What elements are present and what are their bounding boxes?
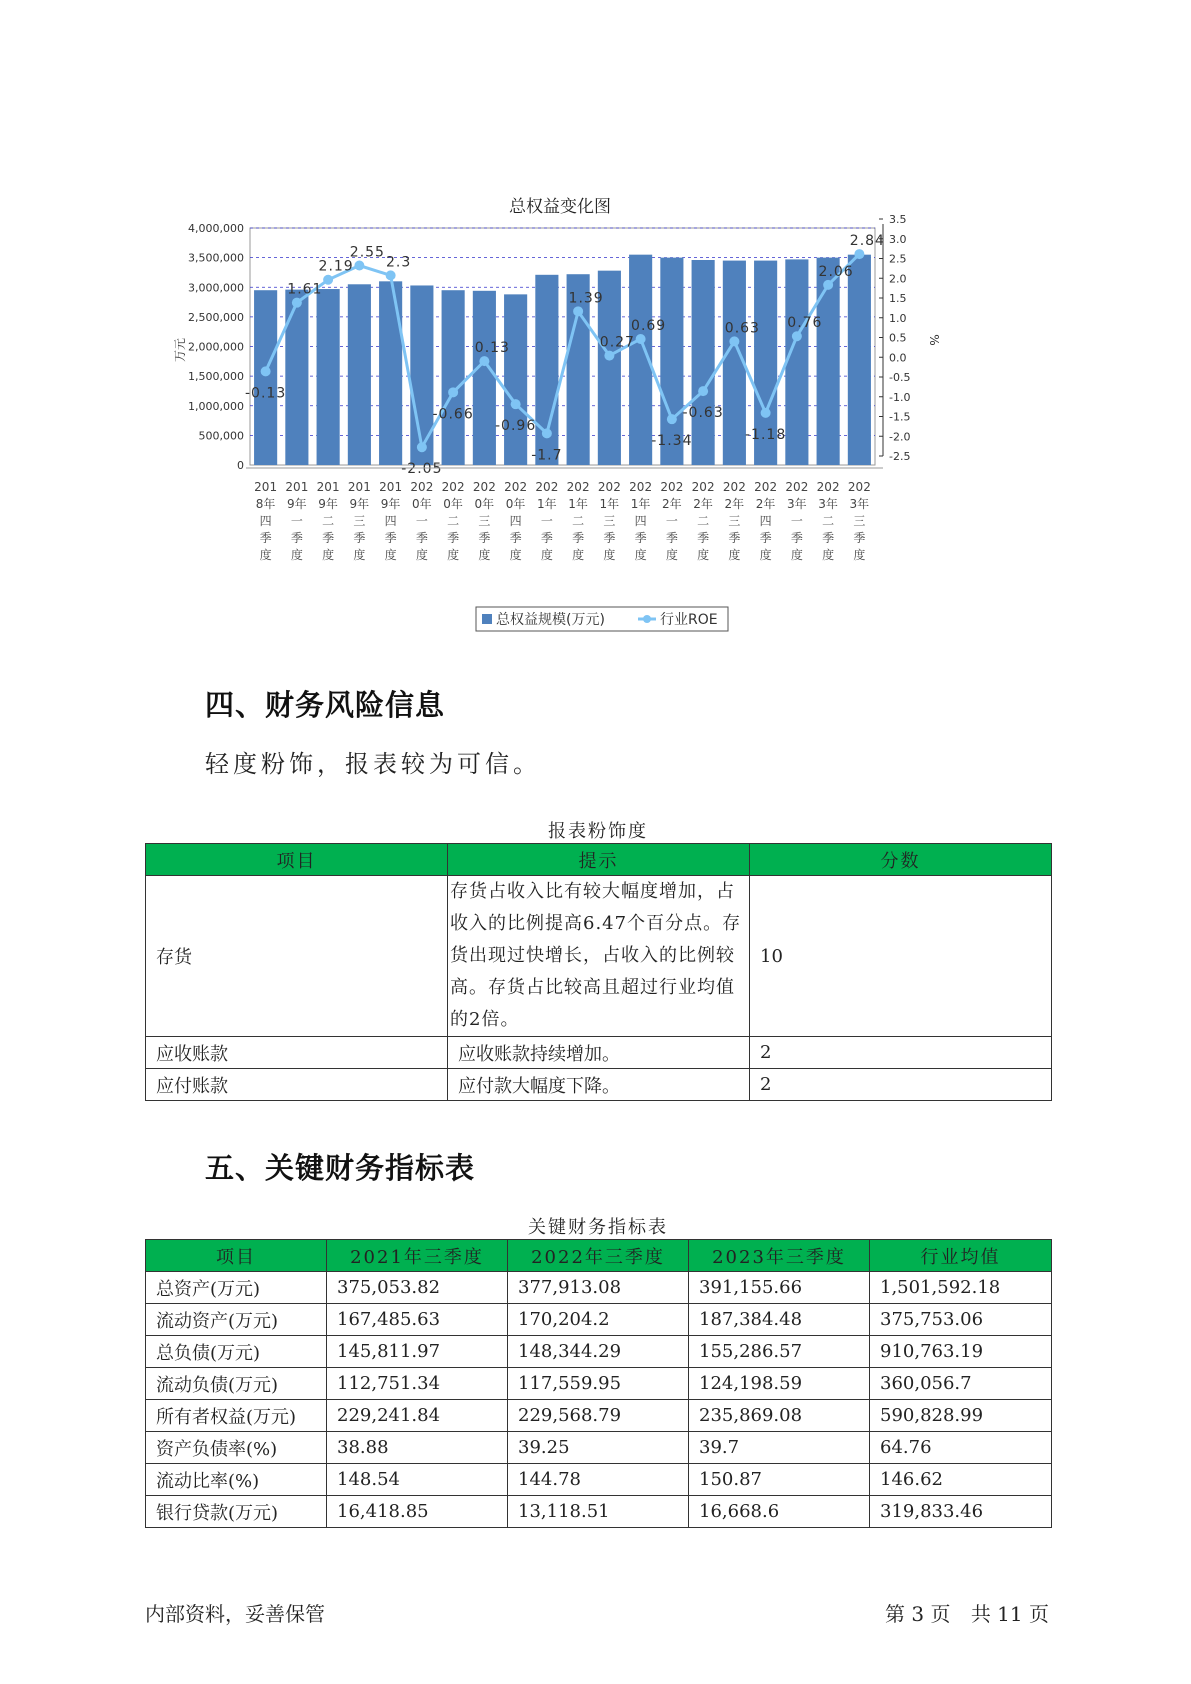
roe-point xyxy=(667,414,677,424)
page-label-prefix: 第 xyxy=(885,1602,905,1626)
equity-bar xyxy=(473,291,496,465)
right-tick-label: 1.0 xyxy=(889,311,907,325)
metric-value-cell: 187,384.48 xyxy=(689,1304,870,1336)
table-header-row xyxy=(146,1240,1052,1272)
table-row xyxy=(146,1368,1052,1400)
right-tick-label: -2.0 xyxy=(889,430,911,444)
right-tick-label: 1.5 xyxy=(889,292,907,305)
table-row xyxy=(146,1272,1052,1304)
risk-summary-text: 轻度粉饰，报表较为可信。 xyxy=(205,750,541,778)
roe-point xyxy=(417,442,427,452)
chart-title: 总权益变化图 xyxy=(509,197,611,217)
section-heading-key-indicators: 五、关键财务指标表 xyxy=(205,1151,476,1185)
legend-line-marker xyxy=(643,615,651,623)
table-row xyxy=(146,1432,1052,1464)
metric-value-cell: 145,811.97 xyxy=(327,1336,508,1368)
left-tick-label: 1,000,000 xyxy=(188,399,244,413)
metric-value-cell: 39.25 xyxy=(508,1432,689,1464)
roe-data-label: 0.76 xyxy=(787,315,823,332)
right-tick-label: -1.0 xyxy=(889,390,911,404)
right-tick-label: 3.5 xyxy=(889,213,907,226)
roe-data-label: -1.34 xyxy=(651,433,693,450)
x-tick-label: 202 0年二季度 xyxy=(441,480,465,562)
metric-name-cell: 所有者权益(万元) xyxy=(146,1400,327,1432)
table-caption-key-indicators: 关键财务指标表 xyxy=(528,1217,668,1238)
roe-data-label: 0.13 xyxy=(474,340,510,357)
equity-bar xyxy=(410,285,433,465)
equity-bar xyxy=(348,284,371,465)
equity-bar xyxy=(692,260,715,465)
metric-value-cell: 319,833.46 xyxy=(870,1496,1052,1528)
roe-point xyxy=(448,387,458,397)
roe-data-label: 2.19 xyxy=(318,258,354,275)
roe-data-label: -1.7 xyxy=(531,447,563,464)
metric-value-cell: 38.88 xyxy=(327,1432,508,1464)
header-cell: 2022年三季度 xyxy=(508,1240,689,1272)
x-tick-label: 202 0年一季度 xyxy=(410,480,434,562)
x-tick-label: 202 0年三季度 xyxy=(472,480,496,562)
equity-bar xyxy=(848,255,871,465)
right-tick-label: 0.0 xyxy=(889,351,907,365)
y-axis-left-label: 万元 xyxy=(173,337,187,363)
metric-value-cell: 590,828.99 xyxy=(870,1400,1052,1432)
metric-value-cell: 167,485.63 xyxy=(327,1304,508,1336)
score-cell: 10 xyxy=(750,876,1052,1037)
table-row xyxy=(146,1496,1052,1528)
x-tick-label: 202 3年二季度 xyxy=(816,480,840,562)
metric-name-cell: 总负债(万元) xyxy=(146,1336,327,1368)
legend-bar-swatch xyxy=(482,614,492,624)
metric-value-cell: 235,869.08 xyxy=(689,1400,870,1432)
roe-point xyxy=(354,261,364,271)
x-tick-label: 201 9年四季度 xyxy=(379,480,403,562)
legend-bar-label: 总权益规模(万元) xyxy=(496,612,605,628)
x-tick-label: 202 1年四季度 xyxy=(629,480,653,562)
metric-value-cell: 150.87 xyxy=(689,1464,870,1496)
equity-bar xyxy=(504,294,527,465)
roe-data-label: 1.61 xyxy=(287,281,323,298)
x-tick-label: 202 3年三季度 xyxy=(847,480,871,562)
item-cell: 存货 xyxy=(146,876,448,1037)
metric-value-cell: 360,056.7 xyxy=(870,1368,1052,1400)
roe-point xyxy=(698,386,708,396)
x-tick-label: 201 8年四季度 xyxy=(254,480,278,562)
equity-bar xyxy=(442,290,465,465)
roe-data-label: 1.39 xyxy=(568,290,604,307)
left-tick-label: 0 xyxy=(237,459,244,472)
roe-point xyxy=(511,399,521,409)
roe-point xyxy=(854,249,864,259)
item-cell: 应付账款 xyxy=(146,1069,448,1101)
x-tick-label: 202 1年三季度 xyxy=(597,480,621,562)
roe-point xyxy=(386,270,396,280)
hint-cell: 应付款大幅度下降。 xyxy=(448,1069,750,1101)
left-tick-label: 2,000,000 xyxy=(188,340,244,354)
metric-value-cell: 146.62 xyxy=(870,1464,1052,1496)
x-tick-label: 202 2年一季度 xyxy=(660,480,684,562)
header-cell: 项目 xyxy=(146,1240,327,1272)
hint-cell: 存货占收入比有较大幅度增加，占收入的比例提高6.47个百分点。存货出现过快增长，占收入的比例较高。存货占比较高且超过行业均值的2倍。 xyxy=(448,876,750,1037)
roe-data-label: -1.18 xyxy=(745,426,787,443)
header-cell: 分数 xyxy=(750,844,1052,876)
metric-value-cell: 375,753.06 xyxy=(870,1304,1052,1336)
metric-value-cell: 144.78 xyxy=(508,1464,689,1496)
page-total: 11 xyxy=(997,1602,1023,1626)
header-cell: 提示 xyxy=(448,844,750,876)
y-axis-right-label: % xyxy=(927,334,941,346)
roe-point xyxy=(636,334,646,344)
roe-data-label: -2.05 xyxy=(401,461,443,478)
x-axis-labels xyxy=(246,468,883,562)
roe-data-label: 0.27 xyxy=(599,334,635,351)
equity-bar xyxy=(317,289,340,465)
roe-point xyxy=(479,356,489,366)
page-label-mid: 页 xyxy=(930,1602,951,1626)
roe-data-label: -0.66 xyxy=(432,406,474,423)
roe-data-label: -0.63 xyxy=(682,405,724,422)
hint-cell: 应收账款持续增加。 xyxy=(448,1037,750,1069)
left-tick-label: 3,000,000 xyxy=(188,281,244,295)
right-tick-label: -0.5 xyxy=(889,371,911,384)
metric-value-cell: 170,204.2 xyxy=(508,1304,689,1336)
metric-value-cell: 148,344.29 xyxy=(508,1336,689,1368)
left-tick-label: 3,500,000 xyxy=(188,251,244,265)
header-cell: 行业均值 xyxy=(870,1240,1052,1272)
item-cell: 应收账款 xyxy=(146,1037,448,1069)
metric-value-cell: 112,751.34 xyxy=(327,1368,508,1400)
roe-data-label: 0.63 xyxy=(724,320,760,337)
section-heading-financial-risk: 四、财务风险信息 xyxy=(205,688,446,722)
right-tick-label: -2.5 xyxy=(889,450,911,463)
left-tick-label: 4,000,000 xyxy=(188,222,244,235)
total-equity-chart xyxy=(173,190,941,650)
metric-name-cell: 流动资产(万元) xyxy=(146,1304,327,1336)
table-header-row xyxy=(146,844,1052,876)
roe-data-label: -0.13 xyxy=(245,385,287,402)
score-cell: 2 xyxy=(750,1037,1052,1069)
x-tick-label: 202 2年三季度 xyxy=(722,480,746,562)
metric-value-cell: 124,198.59 xyxy=(689,1368,870,1400)
metric-name-cell: 资产负债率(%) xyxy=(146,1432,327,1464)
roe-point xyxy=(823,280,833,290)
footer-confidential-note: 内部资料，妥善保管 xyxy=(145,1602,325,1626)
left-tick-label: 500,000 xyxy=(198,429,244,443)
roe-point xyxy=(604,351,614,361)
key-financial-indicators-table xyxy=(145,1239,1052,1528)
right-tick-label: 0.5 xyxy=(889,331,907,345)
left-tick-label: 1,500,000 xyxy=(188,370,244,384)
right-axis-ticks xyxy=(879,213,910,463)
left-axis-ticks xyxy=(188,222,244,472)
metric-name-cell: 总资产(万元) xyxy=(146,1272,327,1304)
metric-value-cell: 391,155.66 xyxy=(689,1272,870,1304)
roe-point xyxy=(261,366,271,376)
right-tick-label: 2.0 xyxy=(889,272,907,286)
table-row xyxy=(146,1464,1052,1496)
x-tick-label: 202 2年二季度 xyxy=(691,480,715,562)
roe-point xyxy=(542,428,552,438)
roe-point xyxy=(729,336,739,346)
right-tick-label: 3.0 xyxy=(889,232,907,246)
x-tick-label: 202 0年四季度 xyxy=(504,480,528,562)
table-row xyxy=(146,1304,1052,1336)
table-row xyxy=(146,1400,1052,1432)
roe-data-label: 2.55 xyxy=(349,244,385,261)
roe-point xyxy=(792,331,802,341)
roe-point xyxy=(761,408,771,418)
equity-bar xyxy=(785,259,808,465)
roe-point xyxy=(573,306,583,316)
x-tick-label: 202 2年四季度 xyxy=(754,480,778,562)
metric-value-cell: 16,418.85 xyxy=(327,1496,508,1528)
roe-data-label: 2.3 xyxy=(385,254,412,271)
table-row xyxy=(146,1336,1052,1368)
x-tick-label: 201 9年三季度 xyxy=(347,480,371,562)
roe-data-label: 2.84 xyxy=(849,233,885,250)
metric-name-cell: 流动负债(万元) xyxy=(146,1368,327,1400)
metric-value-cell: 64.76 xyxy=(870,1432,1052,1464)
table-row xyxy=(146,876,1052,1037)
chart-legend xyxy=(476,607,728,631)
right-tick-label: -1.5 xyxy=(889,410,911,424)
x-tick-label: 201 9年二季度 xyxy=(316,480,340,562)
equity-bar xyxy=(285,290,308,465)
metric-value-cell: 377,913.08 xyxy=(508,1272,689,1304)
metric-value-cell: 148.54 xyxy=(327,1464,508,1496)
header-cell: 项目 xyxy=(146,844,448,876)
table-row xyxy=(146,1037,1052,1069)
metric-name-cell: 流动比率(%) xyxy=(146,1464,327,1496)
metric-name-cell: 银行贷款(万元) xyxy=(146,1496,327,1528)
metric-value-cell: 1,501,592.18 xyxy=(870,1272,1052,1304)
page-total-prefix: 共 xyxy=(970,1602,991,1626)
metric-value-cell: 229,568.79 xyxy=(508,1400,689,1432)
metric-value-cell: 155,286.57 xyxy=(689,1336,870,1368)
metric-value-cell: 229,241.84 xyxy=(327,1400,508,1432)
metric-value-cell: 117,559.95 xyxy=(508,1368,689,1400)
roe-point xyxy=(292,298,302,308)
metric-value-cell: 16,668.6 xyxy=(689,1496,870,1528)
header-cell: 2023年三季度 xyxy=(689,1240,870,1272)
page-label-suffix: 页 xyxy=(1028,1602,1049,1626)
metric-value-cell: 13,118.51 xyxy=(508,1496,689,1528)
metric-value-cell: 910,763.19 xyxy=(870,1336,1052,1368)
score-cell: 2 xyxy=(750,1069,1052,1101)
header-cell: 2021年三季度 xyxy=(327,1240,508,1272)
table-row xyxy=(146,1069,1052,1101)
legend-line-label: 行业ROE xyxy=(660,612,718,628)
x-tick-label: 202 1年一季度 xyxy=(535,480,559,562)
equity-bar xyxy=(254,290,277,465)
roe-data-label: 0.69 xyxy=(631,317,667,334)
x-tick-label: 202 3年一季度 xyxy=(785,480,809,562)
roe-data-label: -0.96 xyxy=(495,418,537,435)
roe-data-label: 2.06 xyxy=(818,263,854,280)
page-current: 3 xyxy=(911,1602,925,1626)
equity-bar xyxy=(379,281,402,465)
right-tick-label: 2.5 xyxy=(889,252,907,266)
footer-page-number xyxy=(885,1598,1049,1627)
left-tick-label: 2,500,000 xyxy=(188,310,244,324)
x-tick-label: 201 9年一季度 xyxy=(285,480,309,562)
window-dressing-table xyxy=(145,843,1052,1101)
metric-value-cell: 39.7 xyxy=(689,1432,870,1464)
roe-point xyxy=(323,275,333,285)
metric-value-cell: 375,053.82 xyxy=(327,1272,508,1304)
x-tick-label: 202 1年二季度 xyxy=(566,480,590,562)
table-caption-window-dressing: 报表粉饰度 xyxy=(548,821,648,842)
